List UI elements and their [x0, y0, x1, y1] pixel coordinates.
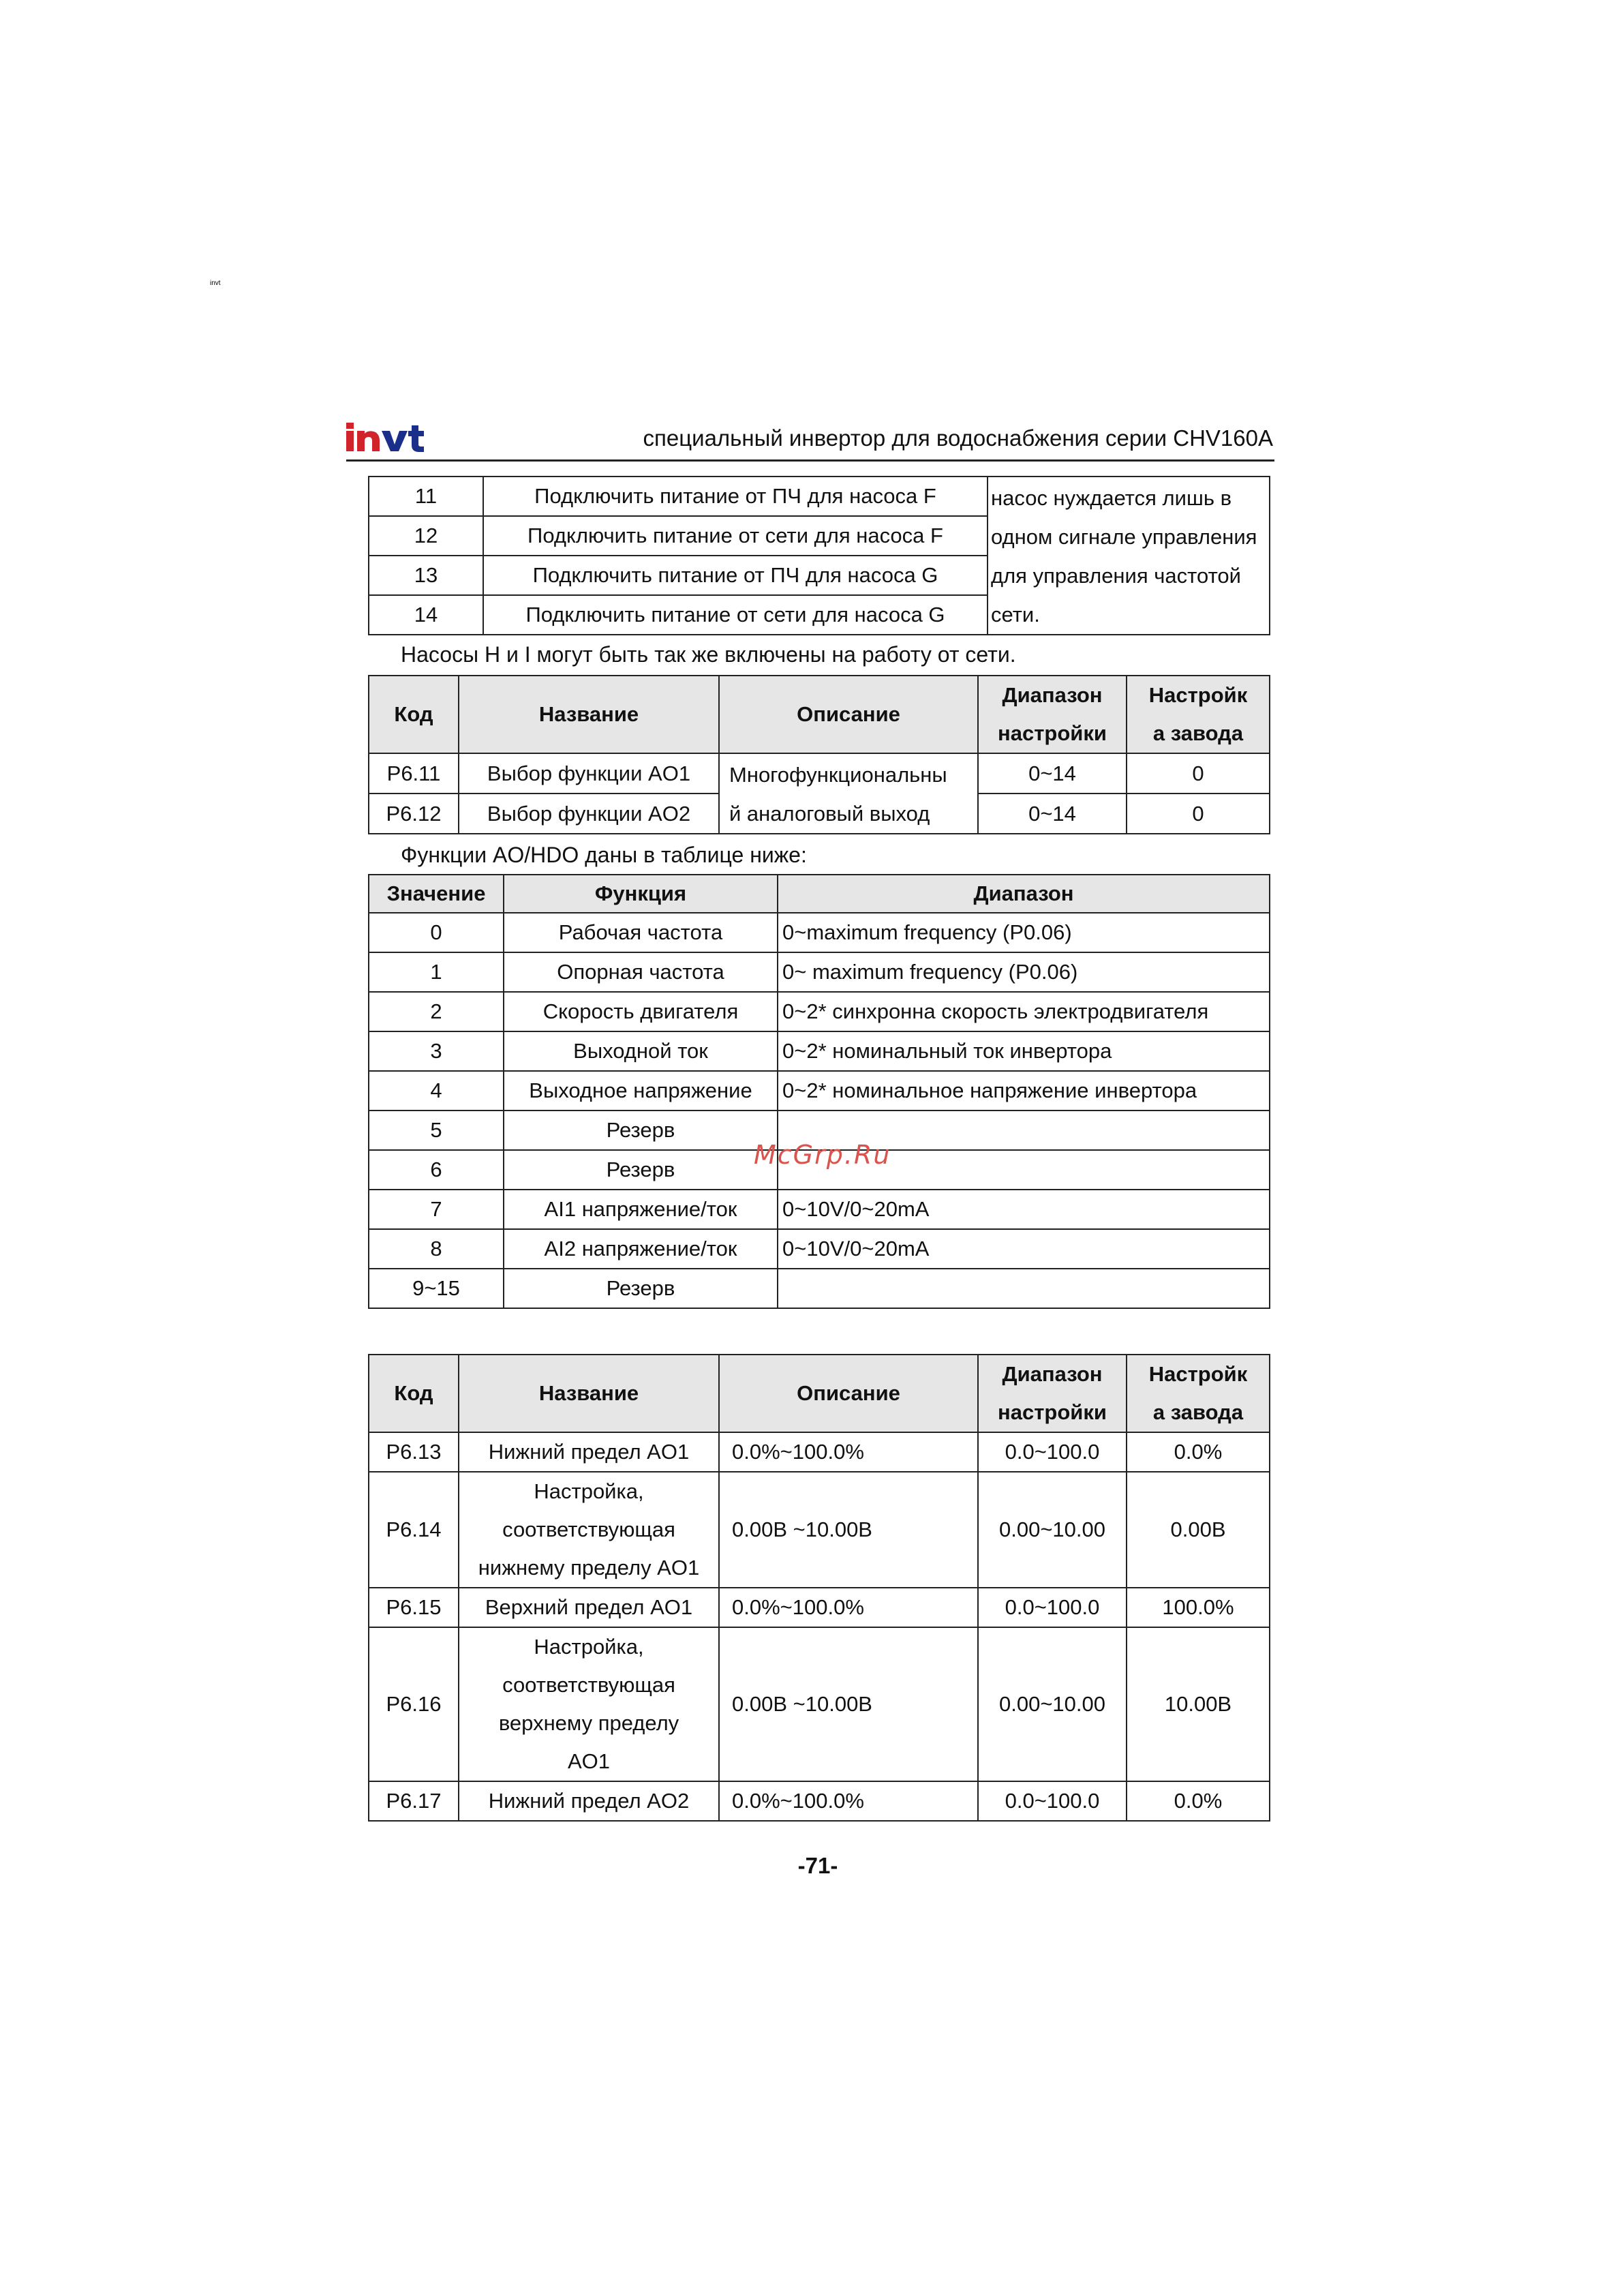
param-range: 0.0~100.0: [978, 1588, 1127, 1627]
row-number: 14: [369, 595, 483, 635]
param-range: 0.00~10.00: [978, 1472, 1127, 1588]
table-row: [369, 1472, 1270, 1588]
note-line: для управления частотой: [991, 564, 1241, 588]
param-default: 10.00В: [1127, 1627, 1270, 1781]
header-code: Код: [369, 676, 459, 753]
header-code: Код: [369, 1355, 459, 1432]
param-range: 0~14: [978, 794, 1127, 834]
row-action: Подключить питание от сети для насоса G: [483, 595, 988, 635]
param-description: 0.0%~100.0%: [719, 1432, 978, 1472]
note-line: одном сигнале управления: [991, 525, 1257, 549]
param-range: 0.0~100.0: [978, 1432, 1127, 1472]
param-code: P6.16: [369, 1627, 459, 1781]
header-default: Настройк а завода: [1127, 1355, 1270, 1432]
header-description: Описание: [719, 1355, 978, 1432]
param-default: 100.0%: [1127, 1588, 1270, 1627]
table-row: 7 AI1 напряжение/ток 0~10V/0~20mA: [369, 1190, 1270, 1229]
row-action: Подключить питание от ПЧ для насоса G: [483, 556, 988, 595]
header-title: специальный инвертор для водоснабжения серии CHV160A: [643, 425, 1273, 451]
param-code: P6.11: [369, 753, 459, 794]
row-number: 12: [369, 516, 483, 556]
param-default: 0: [1127, 753, 1270, 794]
params-ao-select-table: [368, 675, 1270, 834]
table-row: [369, 477, 1270, 516]
header-value: Значение: [369, 875, 504, 913]
header-name: Название: [459, 676, 719, 753]
param-code: P6.15: [369, 1588, 459, 1627]
row-action: Подключить питание от сети для насоса F: [483, 516, 988, 556]
param-default: 0: [1127, 794, 1270, 834]
table-row: 0 Рабочая частота 0~maximum frequency (P0.06): [369, 913, 1270, 952]
row-number: 11: [369, 477, 483, 516]
table-row: 9~15 Резерв: [369, 1269, 1270, 1308]
watermark: McGrp.Ru: [754, 1140, 891, 1170]
header-name: Название: [459, 1355, 719, 1432]
param-default: 0.00В: [1127, 1472, 1270, 1588]
table-row: 1 Опорная частота 0~ maximum frequency (P0.06): [369, 952, 1270, 992]
param-name: Верхний предел AO1: [459, 1588, 719, 1627]
param-code: P6.14: [369, 1472, 459, 1588]
table-header-row: [369, 1355, 1270, 1432]
table-row: [369, 1781, 1270, 1821]
param-range: 0.00~10.00: [978, 1627, 1127, 1781]
param-code: P6.12: [369, 794, 459, 834]
param-name: Настройка, соответствующая нижнему пределу AO1: [459, 1472, 719, 1588]
table-row: 5 Резерв: [369, 1111, 1270, 1150]
param-name: Выбор функции AO2: [459, 794, 719, 834]
pump-note-cell: [988, 477, 1270, 635]
table-row: 3 Выходной ток 0~2* номинальный ток инвертора: [369, 1031, 1270, 1071]
header-range: Диапазон настройки: [978, 1355, 1127, 1432]
param-description: 0.0%~100.0%: [719, 1781, 978, 1821]
table-row: [369, 753, 1270, 794]
row-number: 13: [369, 556, 483, 595]
table-header-row: [369, 676, 1270, 753]
header-range: Диапазон: [778, 875, 1270, 913]
table-row: 4 Выходное напряжение 0~2* номинальное напряжение инвертора: [369, 1071, 1270, 1111]
header-range: Диапазон настройки: [978, 676, 1127, 753]
param-name: Выбор функции AO1: [459, 753, 719, 794]
header-description: Описание: [719, 676, 978, 753]
param-name: Нижний предел AO1: [459, 1432, 719, 1472]
params-ao-limits-table: [368, 1354, 1270, 1822]
note-line: сети.: [991, 603, 1040, 626]
param-code: P6.17: [369, 1781, 459, 1821]
table-row: [369, 1588, 1270, 1627]
table-row: 6 Резерв: [369, 1150, 1270, 1190]
param-description: 0.00В ~10.00В: [719, 1627, 978, 1781]
header-default: Настройк а завода: [1127, 676, 1270, 753]
ao-functions-table: [368, 874, 1270, 1309]
param-name: Настройка, соответствующая верхнему пределу AO1: [459, 1627, 719, 1781]
param-code: P6.13: [369, 1432, 459, 1472]
table-row: 8 AI2 напряжение/ток 0~10V/0~20mA: [369, 1229, 1270, 1269]
table-row: [369, 1627, 1270, 1781]
param-range: 0.0~100.0: [978, 1781, 1127, 1821]
note-ao-functions: Функции AO/HDO даны в таблице ниже:: [401, 843, 807, 867]
table-header-row: [369, 875, 1270, 913]
pump-actions-table: [368, 476, 1270, 635]
param-default: 0.0%: [1127, 1781, 1270, 1821]
page-number: -71-: [797, 1853, 838, 1878]
note-line: насос нуждается лишь в: [991, 486, 1232, 510]
note-pumps-h-i: Насосы H и I могут быть так же включены на работу от сети.: [401, 642, 1016, 667]
param-description: Многофункциональны й аналоговый выход: [719, 753, 978, 834]
param-range: 0~14: [978, 753, 1127, 794]
header-rule: [346, 459, 1274, 462]
header-function: Функция: [504, 875, 778, 913]
param-description: 0.00В ~10.00В: [719, 1472, 978, 1588]
param-default: 0.0%: [1127, 1432, 1270, 1472]
table-row: [369, 1432, 1270, 1472]
logo-text: invt: [210, 280, 221, 287]
param-name: Нижний предел AO2: [459, 1781, 719, 1821]
param-description: 0.0%~100.0%: [719, 1588, 978, 1627]
row-action: Подключить питание от ПЧ для насоса F: [483, 477, 988, 516]
table-row: 2 Скорость двигателя 0~2* синхронна скорость электродвигателя: [369, 992, 1270, 1031]
invt-logo: [210, 280, 427, 453]
